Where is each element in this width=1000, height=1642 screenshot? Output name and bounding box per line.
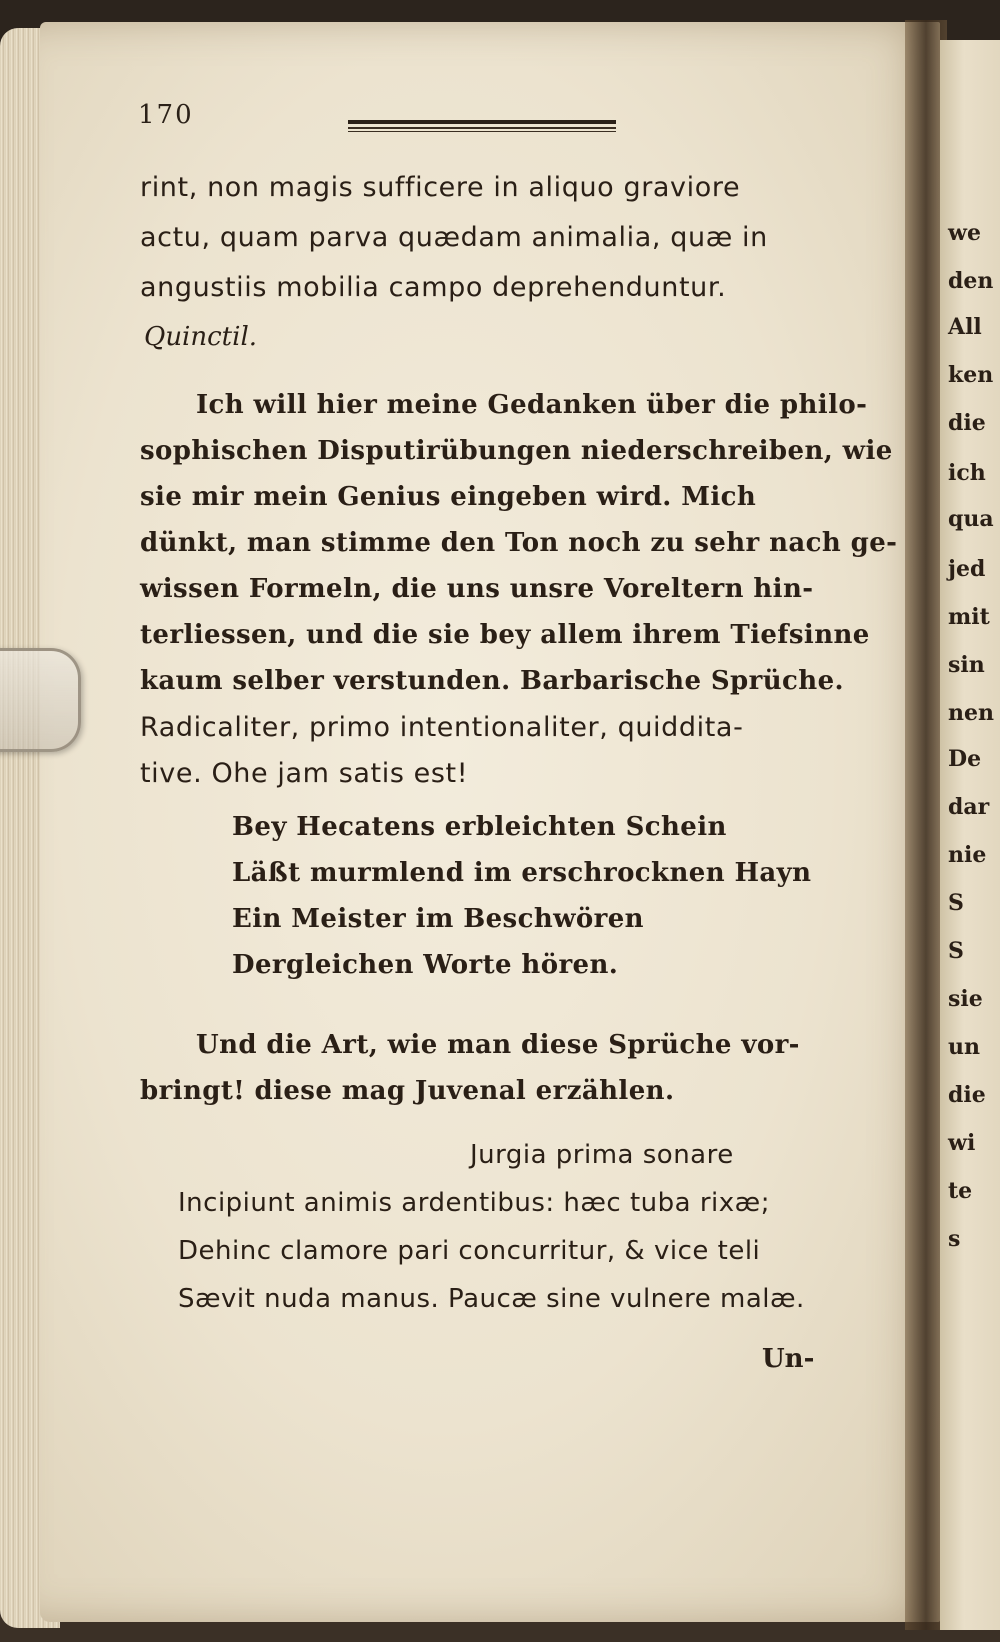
german-line-3: sie mir mein Genius eingeben wird. Mich [140, 482, 757, 512]
german-line-5: wissen Formeln, die uns unsre Voreltern hin- [140, 574, 814, 604]
facing-fragment: S [948, 890, 964, 916]
facing-fragment: mit [948, 604, 990, 630]
facing-fragment: un [948, 1034, 980, 1060]
verse-line-2: Läßt murmlend im erschrocknen Hayn [232, 858, 812, 888]
facing-fragment: die [948, 410, 986, 436]
facing-fragment: De [948, 746, 982, 772]
catchword: Un- [762, 1344, 815, 1374]
facing-fragment: te [948, 1178, 973, 1204]
latin-line-1: rint, non magis sufficere in aliquo graviore [140, 172, 741, 203]
german-line-7: kaum selber verstunden. Barbarische Sprüche. [140, 666, 844, 696]
german-line-4: dünkt, man stimme den Ton noch zu sehr nach ge- [140, 528, 898, 558]
juvenal-line-2: Incipiunt animis ardentibus: hæc tuba rixæ; [178, 1188, 770, 1218]
verse-line-3: Ein Meister im Beschwören [232, 904, 644, 934]
facing-fragment: All [948, 314, 982, 340]
facing-fragment: die [948, 1082, 986, 1108]
german-line-1: Ich will hier meine Gedanken über die philo- [196, 390, 868, 420]
facing-fragment: sin [948, 652, 985, 678]
facing-fragment: we [948, 220, 981, 246]
facing-fragment: ich [948, 460, 986, 486]
transition-line-1: Und die Art, wie man diese Sprüche vor- [196, 1030, 800, 1060]
juvenal-line-1: Jurgia prima sonare [470, 1140, 734, 1170]
facing-fragment: sie [948, 986, 983, 1012]
attribution: Quinctil. [144, 322, 258, 352]
facing-fragment: nie [948, 842, 987, 868]
juvenal-line-3: Dehinc clamore pari concurritur, & vice teli [178, 1236, 761, 1266]
facing-fragment: nen [948, 700, 994, 726]
facing-fragment: wi [948, 1130, 976, 1156]
german-line-6: terliessen, und die sie bey allem ihrem Tiefsinne [140, 620, 870, 650]
juvenal-line-4: Sævit nuda manus. Paucæ sine vulnere malæ. [178, 1284, 805, 1314]
facing-fragment: dar [948, 794, 990, 820]
verse-line-1: Bey Hecatens erbleichten Schein [232, 812, 727, 842]
verse-line-4: Dergleichen Worte hören. [232, 950, 619, 980]
german-line-2: sophischen Disputirübungen niederschreiben, wie [140, 436, 893, 466]
latin-line-3: angustiis mobilia campo deprehenduntur. [140, 272, 727, 303]
facing-fragment: ken [948, 362, 994, 388]
facing-fragment: jed [948, 556, 986, 582]
latin-line-2: actu, quam parva quædam animalia, quæ in [140, 222, 768, 253]
latin-tail-2: tive. Ohe jam satis est! [140, 758, 469, 789]
facing-fragment: qua [948, 506, 994, 532]
transition-line-2: bringt! diese mag Juvenal erzählen. [140, 1076, 675, 1106]
facing-fragment: S [948, 938, 964, 964]
page-number: 170 [138, 100, 194, 130]
latin-tail-1: Radicaliter, primo intentionaliter, quiddita- [140, 712, 744, 743]
facing-fragment: s [948, 1226, 961, 1252]
page-clip [0, 648, 81, 752]
facing-fragment: den [948, 268, 994, 294]
header-rule [348, 118, 616, 134]
